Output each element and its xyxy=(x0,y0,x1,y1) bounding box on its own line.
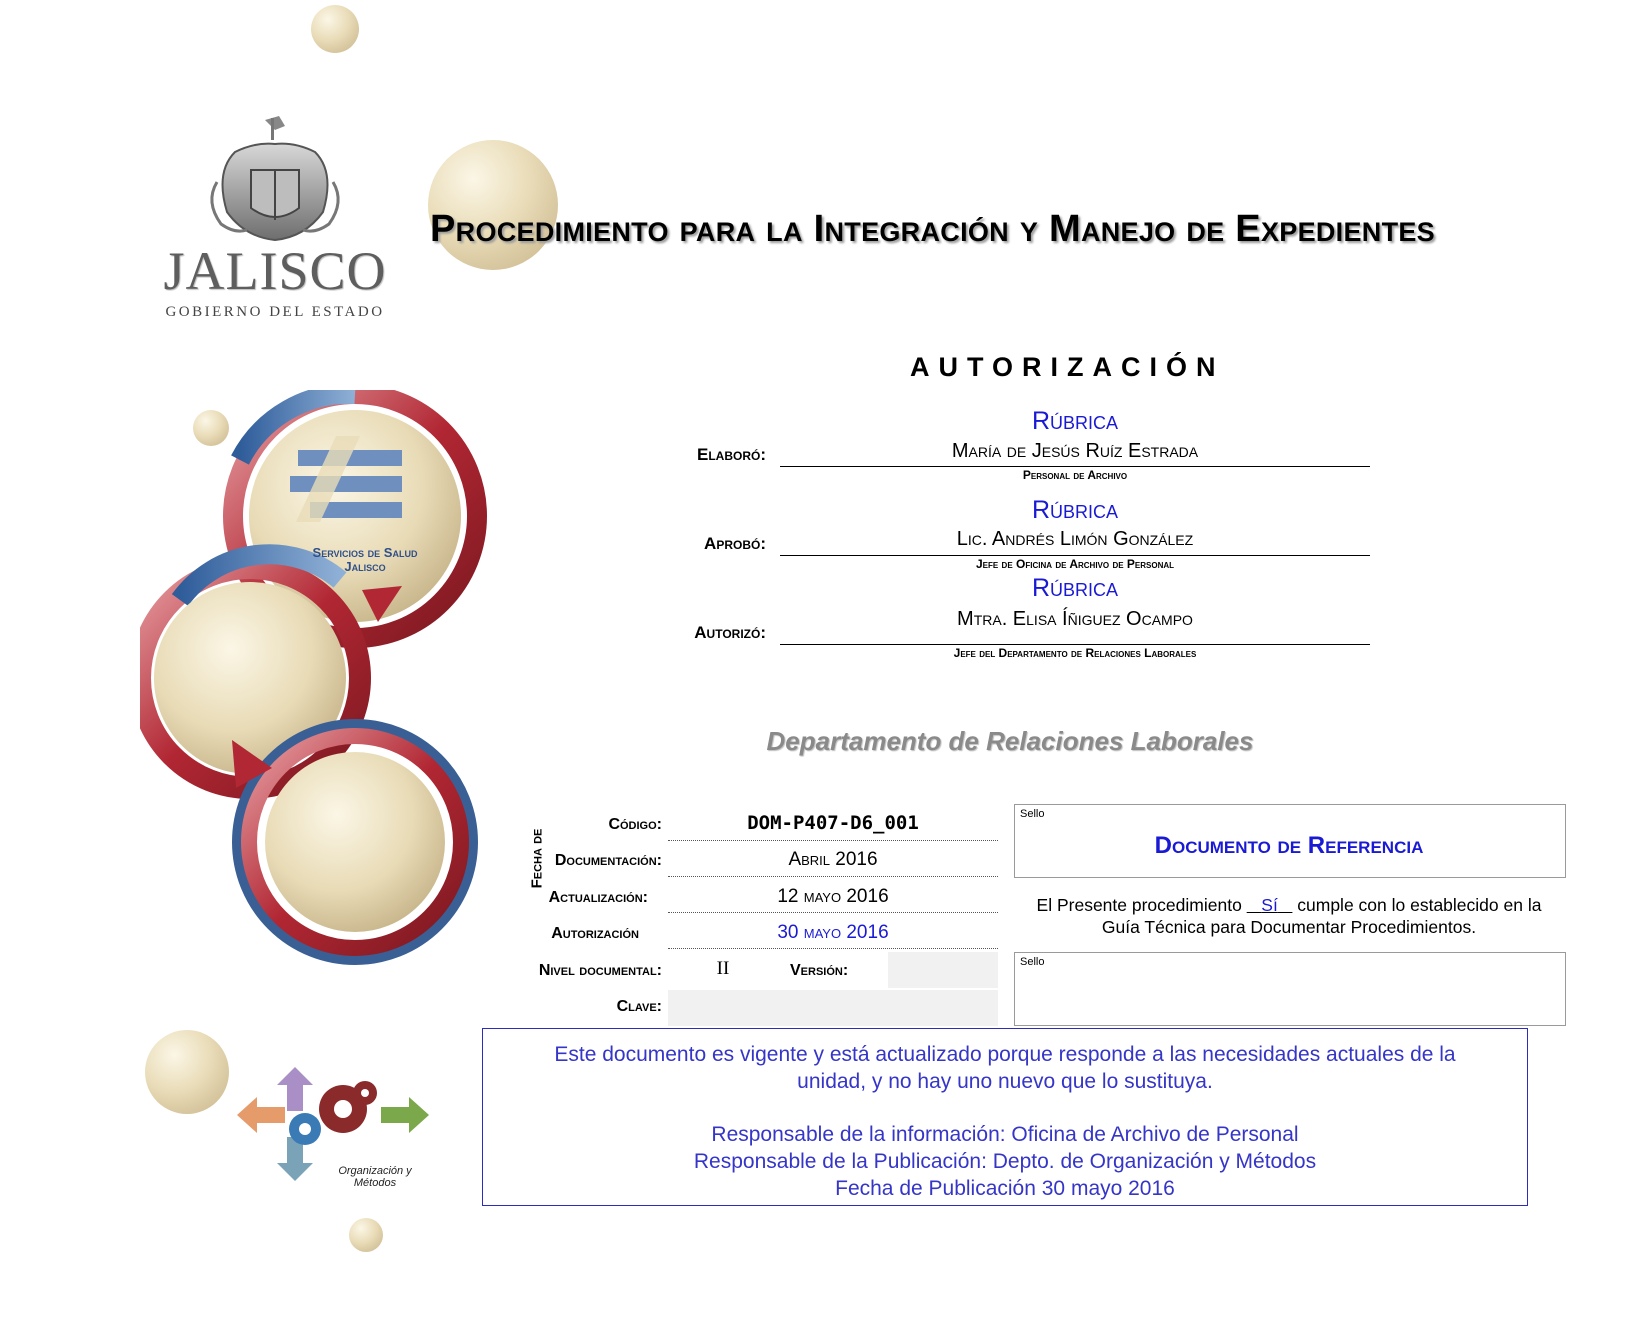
page-title: Procedimiento para la Integración y Manejo de Expedientes xyxy=(430,208,1435,250)
elaboro-name: María de Jesús Ruíz Estrada xyxy=(951,440,1199,462)
row-divider xyxy=(668,876,998,877)
sello-tag: Sello xyxy=(1020,956,1045,968)
documento-referencia: Documento de Referencia xyxy=(1154,832,1424,859)
ssj-logo-text-1: Servicios de Salud xyxy=(312,545,418,560)
actualizacion-label: Actualización: xyxy=(548,889,648,906)
autorizacion-date-label: Autorización xyxy=(551,925,639,942)
department-name: Departamento de Relaciones Laborales xyxy=(766,726,1254,756)
rubrica-text: Rúbrica xyxy=(1031,407,1119,435)
aprobo-role: Jefe de Oficina de Archivo de Personal xyxy=(975,557,1175,571)
autorizo-name: Mtra. Elisa Íñiguez Ocampo xyxy=(957,608,1193,630)
ring-graphic xyxy=(140,390,500,1010)
sello-tag: Sello xyxy=(1020,808,1045,820)
clave-field xyxy=(668,990,998,1026)
codigo-value: DOM-P407-D6_001 xyxy=(747,812,919,834)
row-divider xyxy=(668,948,998,949)
decorative-pearl xyxy=(311,5,359,53)
vigencia-line-1: Este documento es vigente y está actualizado porque responde a las necesidades actuales de la xyxy=(554,1043,1456,1066)
compliance-answer: Sí xyxy=(1261,895,1278,915)
autorizacion-date-value: 30 mayo 2016 xyxy=(777,922,889,943)
aprobo-name: Lic. Andrés Limón González xyxy=(956,528,1194,550)
clave-label: Clave: xyxy=(616,998,662,1015)
sello-box-empty xyxy=(1014,952,1566,1026)
ssj-logo-text-2: Jalisco xyxy=(344,559,386,574)
compliance-post: cumple con lo establecido en la xyxy=(1292,895,1542,915)
responsable-info: Responsable de la información: Oficina de Archivo de Personal xyxy=(711,1123,1299,1146)
jalisco-logo xyxy=(155,112,395,322)
rubrica-text: Rúbrica xyxy=(1031,496,1119,524)
responsable-publicacion: Responsable de la Publicación: Depto. de Organización y Métodos xyxy=(693,1150,1317,1173)
signature-line xyxy=(780,644,1370,645)
version-label: Versión: xyxy=(790,962,849,979)
row-divider xyxy=(668,840,998,841)
org-logo-text-2: Métodos xyxy=(353,1177,397,1189)
version-field xyxy=(888,952,998,988)
vigencia-line-2: unidad, y no hay uno nuevo que lo sustituya. xyxy=(797,1070,1213,1093)
ssj-logo-label xyxy=(290,546,440,574)
jalisco-subtitle: GOBIERNO DEL ESTADO xyxy=(165,304,385,320)
org-logo-text-1: Organización y xyxy=(338,1165,412,1177)
nivel-label: Nivel documental: xyxy=(538,962,662,979)
fecha-de-label: Fecha de xyxy=(528,828,546,889)
compliance-pre: El Presente procedimiento xyxy=(1036,895,1247,915)
org-logo-label xyxy=(320,1165,430,1189)
aprobo-label: Aprobó: xyxy=(704,534,766,553)
row-divider xyxy=(668,912,998,913)
autorizo-label: Autorizó: xyxy=(694,623,766,642)
jalisco-wordmark: JALISCO xyxy=(163,241,387,301)
decorative-pearl xyxy=(145,1030,229,1114)
autorizo-role: Jefe del Departamento de Relaciones Laborales xyxy=(953,646,1197,660)
org-metodos-logo xyxy=(235,1065,435,1200)
signature-line xyxy=(780,555,1370,556)
compliance-line-2: Guía Técnica para Documentar Procedimientos. xyxy=(1101,917,1477,937)
nivel-value: II xyxy=(716,958,730,979)
vigencia-notice xyxy=(482,1028,1528,1206)
elaboro-label: Elaboró: xyxy=(697,445,766,464)
documentacion-value: Abril 2016 xyxy=(788,849,878,870)
signature-line xyxy=(780,466,1370,467)
authorization-heading: AUTORIZACIÓN xyxy=(910,352,1225,382)
fecha-publicacion: Fecha de Publicación 30 mayo 2016 xyxy=(835,1177,1175,1200)
decorative-pearl xyxy=(349,1218,383,1252)
documentacion-label: Documentación: xyxy=(554,852,662,869)
actualizacion-value: 12 mayo 2016 xyxy=(777,886,889,907)
compliance-statement xyxy=(1014,894,1564,938)
rubrica-text: Rúbrica xyxy=(1031,574,1119,602)
elaboro-role: Personal de Archivo xyxy=(1022,468,1128,482)
codigo-label: Código: xyxy=(608,816,662,833)
coat-of-arms-icon xyxy=(155,112,395,252)
